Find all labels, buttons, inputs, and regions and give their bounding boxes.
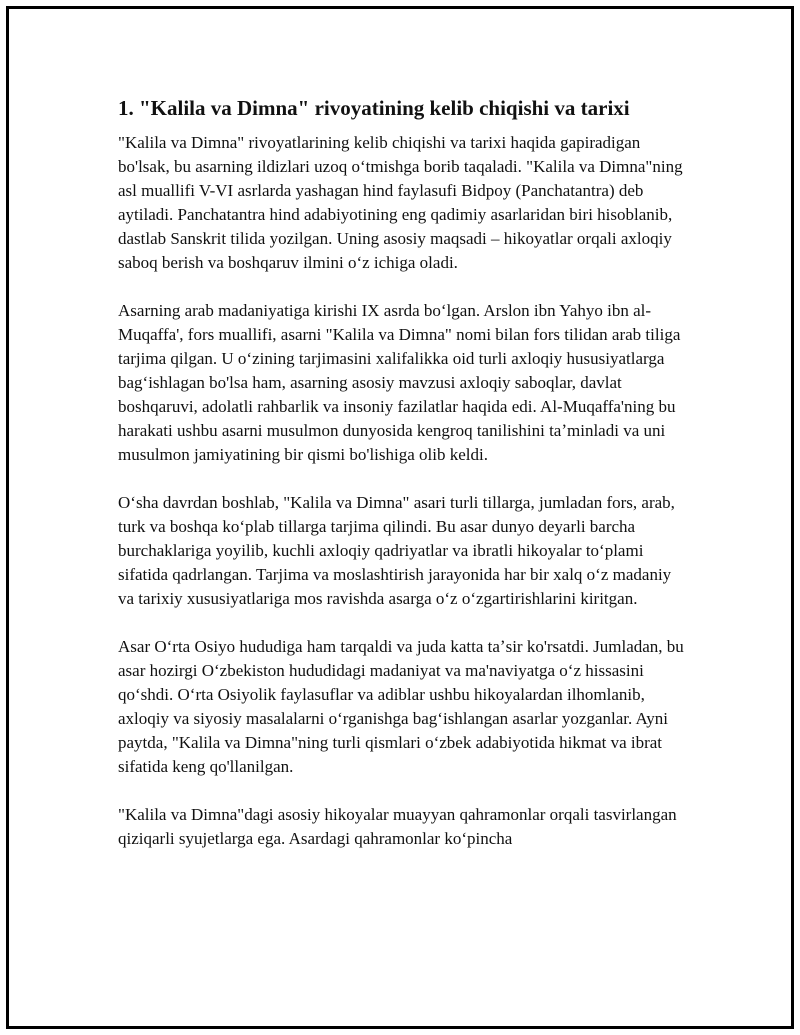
paragraph-arab-translation: Asarning arab madaniyatiga kirishi IX asrda boʻlgan. Arslon ibn Yahyo ibn al-Muqaffa', fors muallifi, asarni "Kalila va Dimna" nomi bilan fors tilidan arab tiliga tarjima qilgan. U oʻzining tarjimasini xalifalikka oid turli axloqiy hususiyatlarga bagʻishlagan bo'lsa ham, asarning asosiy mavzusi axloqiy saboqlar, davlat boshqaruvi, adolatli rahbarlik va insoniy fazilatlar haqida edi. Al-Muqaffa'ning bu harakati ushbu asarni musulmon dunyosida kengroq tanilishini taʼminladi va uni musulmon jamiyatining bir qismi bo'lishiga olib keldi. bbox=[118, 301, 681, 464]
paragraph-central-asia: Asar Oʻrta Osiyo hududiga ham tarqaldi va juda katta taʼsir ko'rsatdi. Jumladan, bu asar hozirgi Oʻzbekiston hududidagi madaniyat va ma'naviyatga oʻz hissasini qoʻshdi. Oʻrta Osiyolik faylasuflar va adiblar ushbu hikoyalardan ilhomlanib, axloqiy va siyosiy masalalarni oʻrganishga bagʻishlangan asarlar yozganlar. Ayni paytda, "Kalila va Dimna"ning turli qismlari oʻzbek adabiyotida hikmat va ibrat sifatida keng qo'llanilgan. bbox=[118, 637, 684, 776]
document-body bbox=[118, 95, 688, 875]
paragraph-spread: Oʻsha davrdan boshlab, "Kalila va Dimna" asari turli tillarga, jumladan fors, arab, turk va boshqa koʻplab tillarga tarjima qilindi. Bu asar dunyo deyarli barcha burchaklariga yoyilib, kuchli axloqiy qadriyatlar va ibratli hikoyalar toʻplami sifatida qadrlangan. Tarjima va moslashtirish jarayonida har bir xalq oʻz madaniy va tarixiy xususiyatlariga mos ravishda asarga oʻz oʻzgartirishlarini kiritgan. bbox=[118, 493, 675, 608]
section-heading: 1. "Kalila va Dimna" rivoyatining kelib chiqishi va tarixi bbox=[118, 96, 630, 120]
paragraph-origin: "Kalila va Dimna" rivoyatlarining kelib chiqishi va tarixi haqida gapiradigan bo'lsak, bu asarning ildizlari uzoq oʻtmishga borib taqaladi. "Kalila va Dimna"ning asl muallifi V-VI asrlarda yashagan hind faylasufi Bidpoy (Panchatantra) deb aytiladi. Panchatantra hind adabiyotining eng qadimiy asarlaridan biri hisoblanib, dastlab Sanskrit tilida yozilgan. Uning asosiy maqsadi – hikoyatlar orqali axloqiy saboq berish va boshqaruv ilmini oʻz ichiga oladi. bbox=[118, 133, 683, 272]
paragraph-characters: "Kalila va Dimna"dagi asosiy hikoyalar muayyan qahramonlar orqali tasvirlangan qiziqarli syujetlarga ega. Asardagi qahramonlar koʻpincha bbox=[118, 805, 677, 848]
